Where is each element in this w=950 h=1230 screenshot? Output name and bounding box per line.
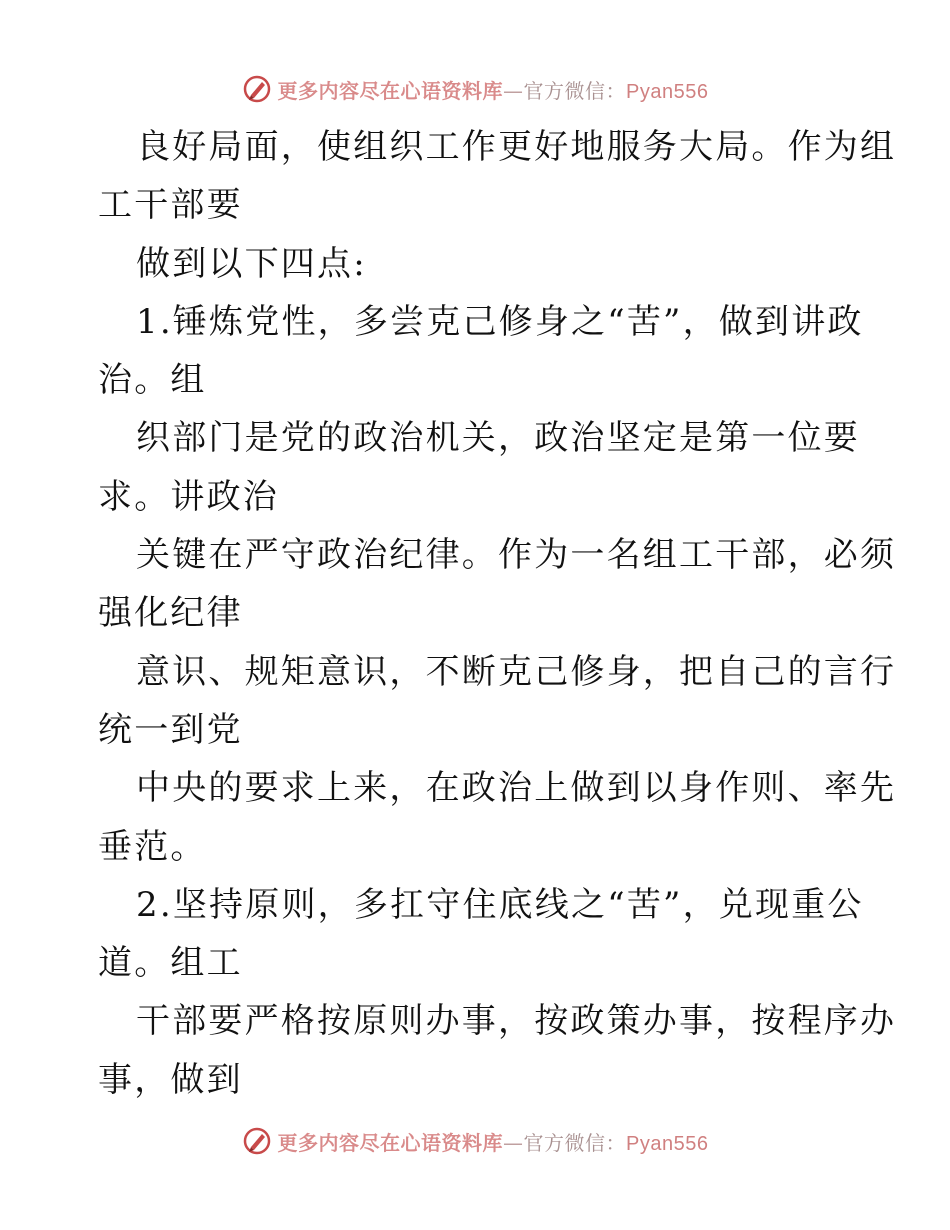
text-line: 治。组	[98, 360, 207, 401]
text-line: 垂范。	[98, 826, 207, 867]
pen-logo-icon	[242, 74, 272, 104]
banner-dash: —	[503, 78, 524, 103]
text-line: 做到以下四点:	[136, 243, 367, 284]
text-line: 意识、规矩意识，不断克己修身，把自己的言行	[136, 651, 897, 692]
text-line: 织部门是党的政治机关，政治坚定是第一位要	[136, 418, 860, 459]
footer-banner-text	[278, 1127, 709, 1156]
banner-dash: —	[503, 1130, 524, 1155]
text-line: 1.锤炼党性，多尝克己修身之“苦”，做到讲政	[136, 301, 864, 342]
pen-logo-icon	[242, 1126, 272, 1156]
text-line: 事，做到	[98, 1059, 243, 1100]
banner-brand: 更多内容尽在心语资料库	[277, 1130, 504, 1155]
text-line: 统一到党	[98, 709, 243, 750]
footer-banner	[0, 1121, 950, 1161]
banner-account-id: Pyan556	[626, 80, 709, 103]
text-line: 干部要严格按原则办事，按政策办事，按程序办	[136, 1001, 897, 1042]
header-banner-text	[278, 75, 709, 104]
text-line: 中央的要求上来，在政治上做到以身作则、率先	[136, 768, 897, 809]
banner-account-label: 官方微信：	[523, 1130, 627, 1155]
banner-account-id: Pyan556	[626, 1132, 709, 1155]
text-line: 良好局面，使组织工作更好地服务大局。作为组	[136, 127, 897, 167]
text-line: 关键在严守政治纪律。作为一名组工干部，必须	[136, 535, 897, 576]
text-line: 2.坚持原则，多扛守住底线之“苦”，兑现重公	[136, 884, 864, 925]
banner-brand: 更多内容尽在心语资料库	[277, 78, 504, 103]
header-banner	[0, 69, 950, 109]
text-line: 道。组工	[98, 943, 243, 984]
text-line: 强化纪律	[98, 593, 243, 634]
document-body	[98, 118, 897, 1109]
text-line: 工干部要	[98, 185, 243, 226]
banner-account-label: 官方微信：	[523, 78, 627, 103]
text-line: 求。讲政治	[98, 476, 279, 517]
